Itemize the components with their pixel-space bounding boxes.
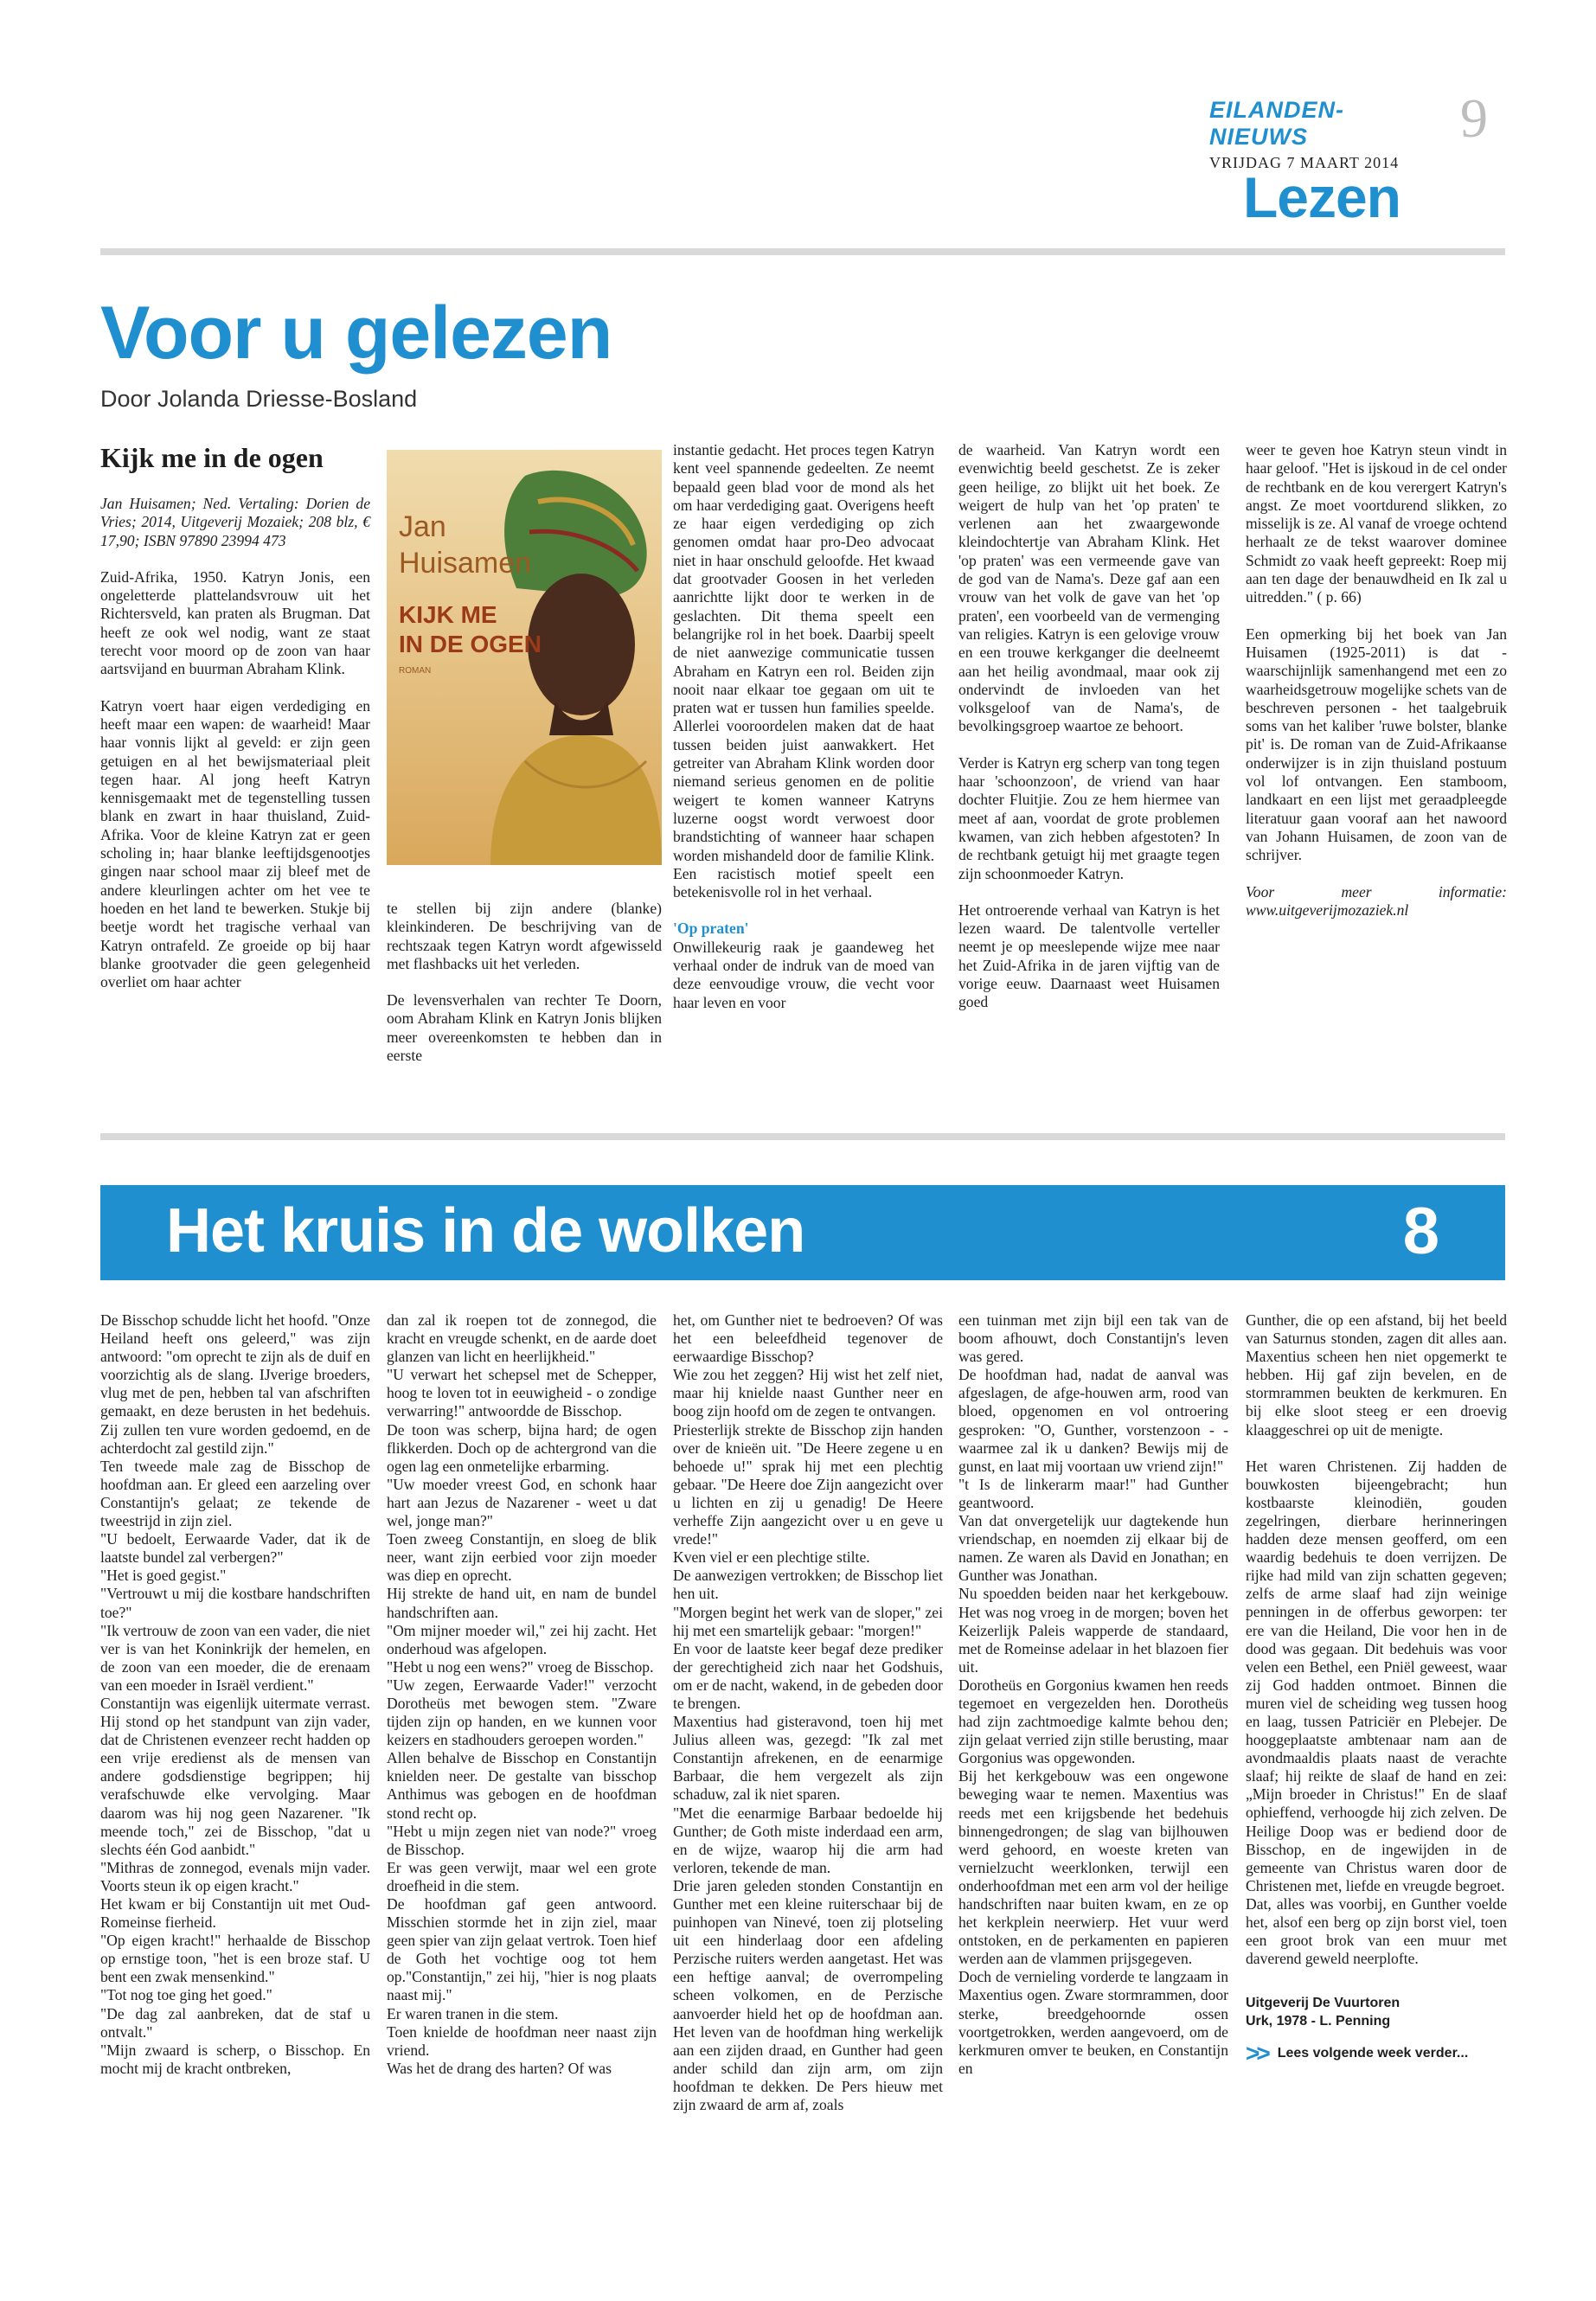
paragraph: Het waren Christenen. Zij hadden de bouwkosten bijeengebracht; hun kostbaarste kleinodiën, gouden zegelringen, dierbare herinneringen hadden deze mensen geofferd, om een waardig bedehuis te doen verrijzen. De rijke had mild van zijn schatten gegeven; zelfs de arme slaaf had zijn weinige penningen in de offerbus geworpen: ter ere van die Heiland, Die voor hen in de dood was gegaan. Dit bedehuis was voor velen een Bethel, een Pniël geweest, waar zij God hadden ontmoet. Binnen die muren viel de scheiding weg tussen hoog en laag, tussen Patriciër en Plebejer. De hooggeplaatste ambtenaar nam aan de avondmaaldis plaats naast de verachte slaaf; hij reikte de slaaf de hand en zei: „Mijn broeder in Christus!" En de slaaf ophieffend, verhoogde hij zich zelven. De Heilige Doop was er bediend door de Bisschop, en de ingewijden in de gemeente van Christus waren door de Christenen met, liefde en vreugde begroet. [1246,1457,1507,1894]
double-chevron-icon: >> [1246,2040,1267,2067]
serial-column-5 [1246,1311,1507,2067]
article-byline: Door Jolanda Driesse-Bosland [100,386,418,412]
newspaper-brand: EILANDEN-NIEUWS [1209,97,1344,150]
paragraph: Kven viel er een plechtige stilte. [673,1548,870,1567]
paragraph: "Het is goed gegist." [100,1567,227,1585]
serial-title: Het kruis in de wolken [166,1196,805,1266]
paragraph: "Mijn zwaard is scherp, o Bisschop. En mocht mij de kracht ontbreken, [100,2041,370,2077]
paragraph: "U verwart het schepsel met de Schepper, hoog te loven tot in eeuwigheid - o zondige verwarring!" antwoordde de Bisschop. [387,1366,657,1420]
serial-column-4 [958,1311,1228,2078]
paragraph: Toen zweeg Constantijn, en sloeg de blik neer, want zijn eerbied voor zijn moeder was diep en oprecht. [387,1530,657,1585]
paragraph: De Bisschop schudde licht het hoofd. "Onze Heiland heeft ons geleerd," was zijn antwoord: "om oprecht te zijn als de duif en voorzichtig als de slang. IJverige broeders, vlug met de pen, hebben tal van afschriften gemaakt, en deze berusten in het bedehuis. Zij zullen ten vure worden gedoemd, en de achterdocht zal gestild zijn." [100,1311,370,1457]
paragraph: instantie gedacht. Het proces tegen Katryn kent veel spannende gedeelten. Ze neemt bepaald geen blad voor de mond als het om haar verdediging gaat. Overigens heeft ze haar eigen verdediging op zich genomen omdat haar pro-Deo advocaat niet in haar onschuld geloofde. Het kwaad dat grootvader Goosen in het verleden aanrichtte lijkt door te werken in de geslachten. Dit thema speelt een belangrijke rol in het boek. Daarbij speelt de niet aanwezige communicatie tussen Abraham en Katryn een rol. Beiden zijn nooit naar elkaar toe gegaan om uit te praten wat er tussen hun families speelde. Allerlei vooroordelen maken dat de haat tussen beiden juist aanwakkert. Het getreiter van Abraham Klink worden door niemand serieus genomen en de politie weigert te komen wanneer Katryns luzerne oogst wordt verwoest door brandstichting of wanneer haar schapen worden mishandeld door de familie Klink. Een racistisch motief speelt een betekenisvolle rol in het verhaal. [673,441,934,901]
issue-date: VRIJDAG 7 MAART 2014 [1209,154,1400,171]
publisher-place-year: Urk, 1978 - L. Penning [1246,2014,1391,2029]
paragraph: Nu spoedden beiden naar het kerkgebouw. Het was nog vroeg in de morgen; boven het Keizerlijk Paleis wapperde de standaard, met de Romeinse adelaar in het blazoen fier uit. [958,1585,1228,1676]
paragraph: Dat, alles was voorbij, en Gunther voelde het, alsof een berg op zijn borst viel, toen een groot brok van een muur met daverend geweld neerplofte. [1246,1894,1507,1968]
serial-banner [100,1185,1505,1280]
cover-subtitle: ROMAN [399,666,432,676]
paragraph: weer te geven hoe Katryn steun vindt in haar geloof. "Het is ijskoud in de cel onder de rechtbank en de kou verergert Katryn's angst. Ze moet voortdurend slikken, zo misselijk is ze. Al vanaf de vroege ochtend herhaalt ze de tekst waarover dominee Schmidt zo vaak heeft gepreekt: Roep mij aan ten dage der benauwdheid en Ik zal u uitredden." ( p. 66) [1246,441,1507,606]
subheading: 'Op praten' [673,920,749,938]
book-cover-image [387,450,662,865]
article-column-2 [387,900,662,1065]
paragraph: Gunther, die op een afstand, bij het beeld van Saturnus stonden, zagen dit alles aan. Maxentius scheen hen niet opgemerkt te hebben. Hij gaf zijn bevelen, en de stormrammen beukten de kerkmuren. En bij elke sloot steeg er een droevig klaaggeschrei op uit de menigte. [1246,1311,1507,1439]
paragraph: "U bedoelt, Eerwaarde Vader, dat ik de laatste bundel zal verbergen?" [100,1530,370,1567]
paragraph: Bij het kerkgebouw was een ongewone beweging waar te nemen. Maxentius was reeds met een krijgsbende het bedehuis binnengedrongen; de slag van bijlhouwen werd gehoord, en woeste kreten van vernielzucht weerklonken, terwijl een onderhoofdman met een arm vol der heilige handschriften naar buiten kwam, en ze op het kerkplein neerwierp. Het vuur werd ontstoken, en de perkamenten en papieren werden aan de vlammen prijsgegeven. [958,1767,1228,1968]
paragraph: "Hebt u nog een wens?" vroeg de Bisschop. [387,1657,654,1676]
cover-author-line1: Jan [399,510,446,543]
paragraph: De levensverhalen van rechter Te Doorn, oom Abraham Klink en Katryn Jonis blijken meer overeenkomsten te hebben dan in eerste [387,991,662,1065]
book-cover-illustration [387,450,662,865]
paragraph: "Uw zegen, Eerwaarde Vader!" verzocht Dorotheüs met bewogen stem. "Zware tijden zijn op handen, en we kunnen voor keizers en stadhouders geroepen worden." [387,1676,657,1749]
paragraph: Wie zou het zeggen? Hij wist het zelf niet, maar hij knielde naast Gunther neer en boog zijn hoofd om de zegen te ontvangen. [673,1366,943,1420]
paragraph: Er was geen verwijt, maar wel een grote droefheid in die stem. [387,1858,657,1894]
paragraph: "Hebt u mijn zegen niet van node?" vroeg de Bisschop. [387,1822,657,1858]
paragraph: De toon was scherp, bijna hard; de ogen flikkerden. Doch op de achtergrond van die ogen lag een onmetelijke erbarming. [387,1420,657,1475]
paragraph: "Met die eenarmige Barbaar bedoelde hij Gunther; de Goth miste inderdaad een arm, en de wijze, waarop hij die arm had verloren, tekende de man. [673,1804,943,1876]
paragraph: Verder is Katryn erg scherp van tong tegen haar 'schoonzoon', de vriend van haar dochter Fluitjie. Zou ze hem hiermee van meet af aan, voordat de grote problemen kwamen, van zich hebben afgestoten? In de rechtbank getuigt hij met graagte tegen zijn schoonmoeder Katryn. [958,753,1220,882]
paragraph: Een opmerking bij het boek van Jan Huisamen (1925-2011) is dat - waarschijnlijk samenhangend met een zo waarheidsgetrouw mogelijke schets van de beschreven personen - het taalgebruik soms van het kaliber 'ruwe bolster, blanke pit' is. De roman van de Zuid-Afrikaanse onderwijzer is in zijn thuisland postuum vol lof ontvangen. Een stamboom, landkaart en een lijst met geraadpleegde literatuur gaan vooraf aan het nawoord van Johann Huisamen, de zoon van de schrijver. [1246,625,1507,864]
paragraph: Was het de drang des harten? Of was [387,2059,612,2077]
paragraph: Onwillekeurig raak je gaandeweg het verhaal onder de indruk van de moed van deze eenvoudige vrouw, die vecht voor haar leven en voor [673,938,934,1011]
page-number: 9 [1460,87,1488,149]
paragraph: "Op eigen kracht!" herhaalde de Bisschop op ernstige toon, "het is een broze staf. U bent een zwak mensenkind." [100,1932,370,1986]
paragraph: het, om Gunther niet te bedroeven? Of was het een beleefdheid tegenover de eerwaardige Bisschop? [673,1311,943,1366]
book-meta: Jan Huisamen; Ned. Vertaling: Dorien de Vries; 2014, Uitgeverij Mozaiek; 208 blz, € 17,90; ISBN 97890 23994 473 [100,495,370,549]
paragraph: Hij strekte de hand uit, en nam de bundel handschriften aan. [387,1585,657,1621]
paragraph: Van dat onvergetelijk uur dagtekende hun vriendschap, en noemden zij elkaar bij de namen. Ze waren als David en Jonathan; en Gunther was Jonathan. [958,1512,1228,1585]
paragraph: "Mithras de zonnegod, evenals mijn vader. Voorts steun ik op eigen kracht." [100,1858,370,1894]
publisher-name: Uitgeverij De Vuurtoren [1246,1996,1401,2011]
cover-author-line2: Huisamen [399,547,532,580]
more-info-link[interactable]: Voor meer informatie: www.uitgeverijmozaziek.nl [1246,882,1507,919]
serial-episode-number: 8 [1402,1195,1439,1268]
article-column-5 [1246,441,1507,920]
masthead [1209,97,1401,172]
header-rule [100,248,1505,255]
paragraph: "Morgen begint het werk van de sloper," zei hij met een smartelijk gebaar: "morgen!" [673,1603,943,1639]
paragraph: De hoofdman gaf geen antwoord. Misschien stormde het in zijn ziel, maar geen spier van zijn gelaat vertrok. Toen hief de Goth het vochtige oog tot hem op."Constantijn," zei hij, "hier is nog plaats naast mij." [387,1895,657,2004]
paragraph: dan zal ik roepen tot de zonnegod, die kracht en vreugde schenkt, en de aarde doet glanzen van licht en heerlijkheid." [387,1311,657,1366]
book-title: Kijk me in de ogen [100,442,324,473]
article-column-1 [100,441,370,991]
paragraph: de waarheid. Van Katryn wordt een evenwichtig beeld geschetst. Ze is zeker geen heilige, zo blijkt uit het boek. Ze weigert de hulp van het 'op praten' te verlenen aan het zwaargewonde kleindochtertje van Abraham Klink. Het 'op praten' was een vermeende gave van de god van de Nama's. Deze gaf aan een vrouw van het volk de gave van het 'op praten', een voorbeeld van de vermenging van religies. Katryn is een gelovige vrouw en een trouwe kerkganger die deelneemt aan het heilig avondmaal, maar ook zij ondervindt de invloeden van het volksgeloof van de Nama's, de bevolkingsgroep waartoe ze behoort. [958,441,1220,735]
paragraph: Katryn voert haar eigen verdediging en heeft maar een wapen: de waarheid! Maar haar vonnis lijkt al geveld: er zijn geen getuigen en al het bewijsmateriaal pleit tegen haar. Al jong heeft Katryn kennisgemaakt met de tegenstelling tussen blank en zwart in haar thuisland, Zuid-Afrika. Voor de kleine Katryn zat er geen scholing in; haar blanke leeftijdsgenootjes gingen naar school maar zij bleef met de andere kleurlingen achter om het vee te hoeden en het land te bewerken. Stukje bij beetje wordt het tragische verhaal van Katryn ontrafeld. Ze groeide op bij haar blanke grootvader die geen gelegenheid overliet om haar achter [100,696,370,991]
paragraph: De hoofdman had, nadat de aanval was afgeslagen, de afge-houwen arm, rood van bloed, opgenomen en vol ontroering gesproken: "O, Gunther, vorstenzoon - - waarmee zal ik u danken? Bewijs mij de gunst, en laat mij voortaan uw vriend zijn!" [958,1366,1228,1475]
paragraph: De aanwezigen vertrokken; de Bisschop liet hen uit. [673,1567,943,1603]
continued-next-week [1246,2040,1507,2067]
paragraph: Drie jaren geleden stonden Constantijn en Gunther met een kleine ruiterschaar bij de puinhopen van Ninevé, toen zij plotseling uit een hinderlaag door een afdeling Perzische ruiters werden aangetast. Het was een heftige aanval; de overrompeling scheen volkomen, en de Perzische aanvoerder hield het op de hoofdman aan. Het leven van de hoofdman hing werkelijk aan een zijden draad, en Gunther had geen ander schild dan zijn arm, om zijn hoofdman te dekken. De Pers hieuw met zijn zwaard de arm af, zoals [673,1876,943,2114]
serial-column-3 [673,1311,943,2114]
paragraph: Ten tweede male zag de Bisschop de hoofdman aan. Er gleed een aarzeling over Constantijn's gelaat; ze tekende de tweestrijd in zijn ziel. [100,1457,370,1530]
paragraph: Er waren tranen in die stem. [387,2004,559,2022]
serial-column-2 [387,1311,657,2078]
article-column-3 [673,441,934,1012]
paragraph: "Ik vertrouw de zoon van een vader, die niet ver is van het Koninkrijk der hemelen, en de zoon van een moeder, die de erenaam van een moeder in Israël verdient." [100,1621,370,1694]
paragraph: En voor de laatste keer begaf deze prediker der gerechtigheid zich naar het Godshuis, om er de nacht, wakend, in de gebeden door te brengen. [673,1639,943,1712]
paragraph: te stellen bij zijn andere (blanke) kleinkinderen. De beschrijving van de rechtszaak tegen Katryn wordt afgewisseld met flashbacks uit het verleden. [387,900,662,972]
paragraph: Maxentius had gisteravond, toen hij met Julius alleen was, gezegd: "Ik zal met Constantijn afrekenen, en de eenarmige Barbaar, die hem vergezelt als zijn schaduw, zal ik niet sparen. [673,1713,943,1804]
paragraph: Priesterlijk strekte de Bisschop zijn handen over de knieën uit. "De Heere zegene u en behoede u!" sprak hij met een plechtig gebaar. "De Heere doe Zijn aangezicht over u lichten en zij u genadig! De Heere verheffe Zijn aangezicht over u en geve u vrede!" [673,1420,943,1548]
paragraph: een tuinman met zijn bijl een tak van de boom afhouwt, doch Constantijn's leven was gered. [958,1311,1228,1366]
paragraph: "Uw moeder vreest God, en schonk haar hart aan Jezus de Nazarener - weet u dat wel, jonge man?" [387,1475,657,1530]
paragraph: Toen knielde de hoofdman neer naast zijn vriend. [387,2022,657,2059]
cover-title-line1: KIJK ME [399,601,497,628]
article-column-4 [958,441,1220,1012]
paragraph: "Vertrouwt u mij die kostbare handschriften toe?" [100,1585,370,1621]
section-title: Lezen [1242,165,1401,229]
paragraph: "Om mijner moeder wil," zei hij zacht. Het onderhoud was afgelopen. [387,1621,657,1657]
paragraph: "t Is de linkerarm maar!" had Gunther geantwoord. [958,1475,1228,1511]
paragraph: Constantijn was eigenlijk uitermate verrast. Hij stond op het standpunt van zijn vader, dat de Christenen evenzeer recht hadden op een vrije eredienst als de mensen van andere godsdienstige begrippen; hij verafschuwde elke vervolging. Maar daarom was hij nog geen Nazarener. "Ik meende toch," zei de Bisschop, "dat u slechts één God aanbidt." [100,1694,370,1858]
paragraph: Dorotheüs en Gorgonius kwamen hen reeds tegemoet en vergezelden hen. Dorotheüs had zijn zachtmoedige kalmte behou den; zijn gelaat verried zijn stille berusting, maar Gorgonius was opgewonden. [958,1676,1228,1767]
article-title: Voor u gelezen [100,292,612,375]
continued-text: Lees volgende week verder... [1277,2046,1469,2061]
serial-column-1 [100,1311,370,2078]
section-divider [100,1133,1505,1140]
paragraph: Het ontroerende verhaal van Katryn is het lezen waard. De talentvolle verteller neemt je op meeslepende wijze mee naar het Zuid-Afrika in de jaren vijftig van de vorige eeuw. Daarnaast weet Huisamen goed [958,901,1220,1011]
paragraph: Doch de vernieling vorderde te langzaam in Maxentius ogen. Zware stormrammen, door sterke, breedgehoornde ossen voortgetrokken, werden aangevoerd, om de kerkmuren omver te beuken, en Constantijn en [958,1968,1228,2077]
paragraph: Het kwam er bij Constantijn uit met Oud-Romeinse fierheid. [100,1895,370,1932]
paragraph: "De dag zal aanbreken, dat de staf u ontvalt." [100,2004,370,2041]
paragraph: "Tot nog toe ging het goed." [100,1986,272,2004]
paragraph: Allen behalve de Bisschop en Constantijn knielden neer. De gestalte van bisschop Anthimus was gebogen en de hoofdman stond recht op. [387,1749,657,1822]
paragraph: Zuid-Afrika, 1950. Katryn Jonis, een ongeletterde plattelandsvrouw uit het Richtersveld, kan praten als Brugman. Dat heeft ze ook wel nodig, want ze staat terecht voor moord op de zoon van haar aartsvijand en buurman Abraham Klink. [100,567,370,678]
cover-title-line2: IN DE OGEN [399,631,542,657]
publisher-credit [1246,1994,1507,2030]
